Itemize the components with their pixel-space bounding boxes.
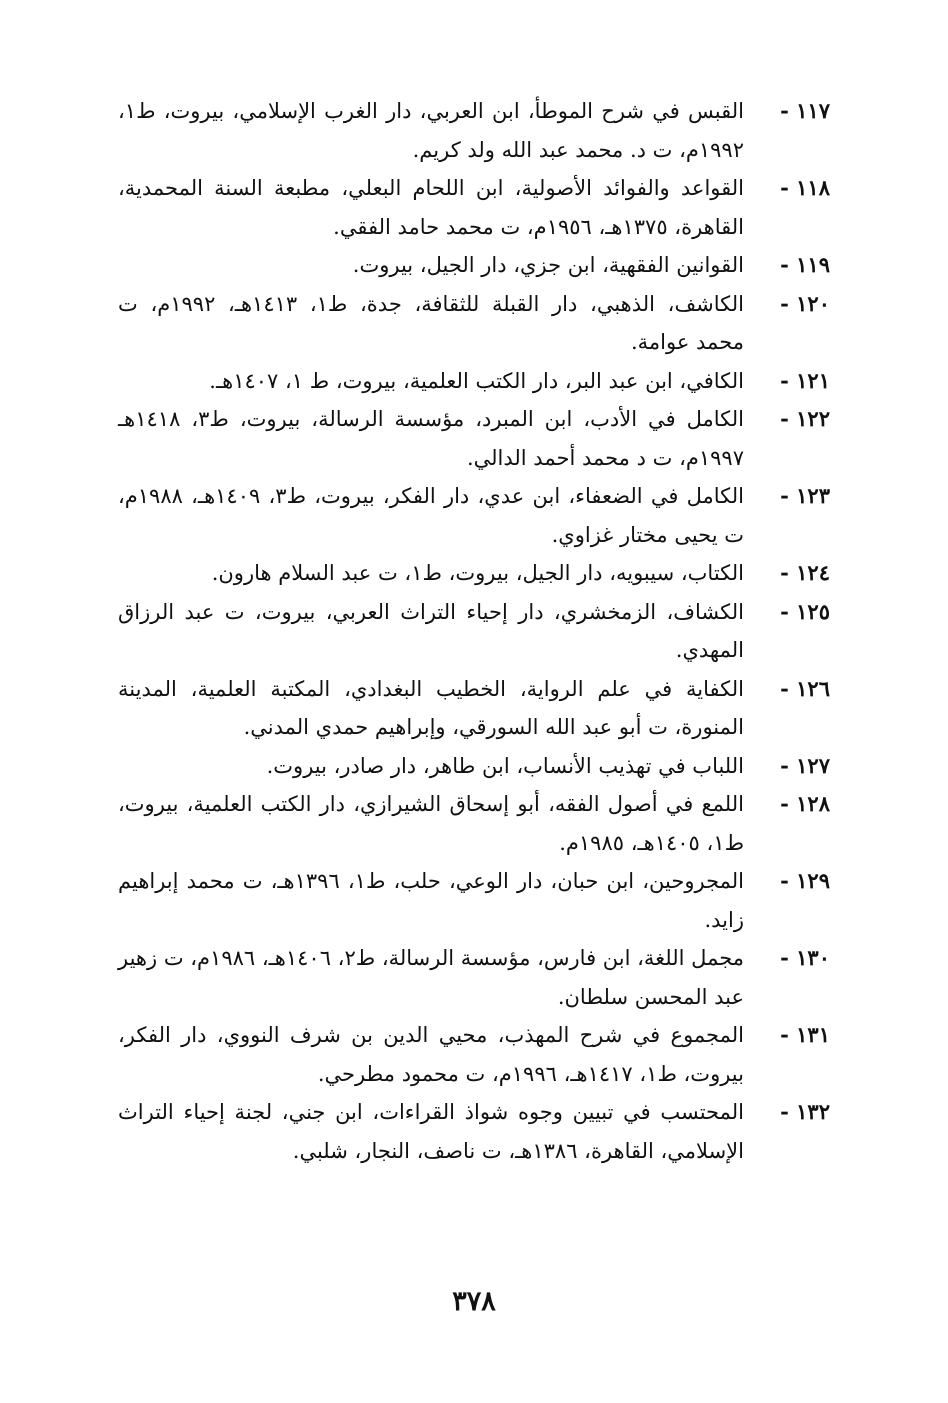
- entry-number: ١٢٧ -: [780, 752, 830, 778]
- bibliography-entry-119: [118, 246, 830, 285]
- bibliography-entry-122: [118, 400, 830, 477]
- entry-number: ١٣٠ -: [780, 945, 830, 970]
- bibliography-entry-126: [118, 670, 830, 747]
- bibliography-list: [118, 92, 830, 1170]
- entry-text: المجموع في شرح المهذب، محيي الدين بن شرف النووي، دار الفكر، بيروت، ط١، ١٤١٧هـ، ١٩٩٦م، ت محمود مطرحي.: [118, 1023, 744, 1086]
- entry-text: القوانين الفقهية، ابن جزي، دار الجيل، بيروت.: [352, 253, 744, 277]
- bibliography-entry-121: [118, 362, 830, 401]
- bibliography-entry-120: [118, 285, 830, 362]
- bibliography-entry-131: [118, 1016, 830, 1093]
- bibliography-entry-118: [118, 169, 830, 246]
- entry-text: مجمل اللغة، ابن فارس، مؤسسة الرسالة، ط٢، ١٤٠٦هـ، ١٩٨٦م، ت زهير عبد المحسن سلطان.: [118, 946, 745, 1009]
- entry-text: الكاشف، الذهبي، دار القبلة للثقافة، جدة، ط١، ١٤١٣هـ، ١٩٩٢م، ت محمد عوامة.: [118, 291, 745, 354]
- bibliography-entry-127: [118, 747, 830, 786]
- entry-text: الكامل في الضعفاء، ابن عدي، دار الفكر، بيروت، ط٣، ١٤٠٩هـ، ١٩٨٨م، ت يحيى مختار غزاوي.: [118, 484, 745, 547]
- entry-text: الكافي، ابن عبد البر، دار الكتب العلمية، بيروت، ط ١، ١٤٠٧هـ.: [209, 368, 744, 393]
- entry-number: ١٢٤ -: [780, 560, 830, 585]
- bibliography-entry-123: [118, 477, 830, 554]
- entry-number: ١٣١ -: [780, 1022, 830, 1047]
- entry-number: ١٣٢ -: [780, 1099, 830, 1124]
- bibliography-entry-132: [118, 1093, 830, 1170]
- page-number: ٣٧٨: [452, 1286, 496, 1317]
- entry-text: الكفاية في علم الرواية، الخطيب البغدادي، المكتبة العلمية، المدينة المنورة، ت أبو عبد الله السورقي، وإبراهيم حمدي المدني.: [118, 676, 744, 739]
- bibliography-entry-125: [118, 593, 830, 670]
- entry-text: الكشاف، الزمخشري، دار إحياء التراث العربي، بيروت، ت عبد الرزاق المهدي.: [118, 599, 744, 662]
- entry-number: ١٢٦ -: [780, 675, 830, 701]
- entry-number: ١١٩ -: [780, 252, 830, 277]
- entry-number: ١٢٣ -: [780, 483, 830, 508]
- bibliography-entry-128: [118, 785, 830, 862]
- entry-text: اللمع في أصول الفقه، أبو إسحاق الشيرازي، دار الكتب العلمية، بيروت، ط١، ١٤٠٥هـ، ١٩٨٥م.: [118, 792, 744, 855]
- entry-text: القواعد والفوائد الأصولية، ابن اللحام البعلي، مطبعة السنة المحمدية، القاهرة، ١٣٧٥هـ، ١٩٥٦م، ت محمد حامد الفقي.: [118, 176, 744, 239]
- entry-number: ١٢٢ -: [780, 406, 830, 431]
- entry-text: الكتاب، سيبويه، دار الجيل، بيروت، ط١، ت عبد السلام هارون.: [211, 561, 744, 585]
- entry-number: ١٢٠ -: [780, 290, 830, 316]
- entry-text: المجروحين، ابن حبان، دار الوعي، حلب، ط١، ١٣٩٦هـ، ت محمد إبراهيم زايد.: [118, 869, 744, 932]
- entry-text: المحتسب في تبيين وجوه شواذ القراءات، ابن جني، لجنة إحياء التراث الإسلامي، القاهرة، ١٣٨٦هـ، ت ناصف، النجار، شلبي.: [118, 1100, 744, 1163]
- entry-number: ١٢١ -: [780, 367, 830, 393]
- entry-text: الكامل في الأدب، ابن المبرد، مؤسسة الرسالة، بيروت، ط٣، ١٤١٨هـ ١٩٩٧م، ت د محمد أحمد الدالي.: [118, 407, 744, 470]
- entry-number: ١١٧ -: [780, 98, 830, 123]
- entry-number: ١٢٩ -: [780, 868, 830, 893]
- bibliography-entry-124: [118, 554, 830, 593]
- bibliography-entry-129: [118, 862, 830, 939]
- bibliography-entry-117: [118, 92, 830, 169]
- entry-text: القبس في شرح الموطأ، ابن العربي، دار الغرب الإسلامي، بيروت، ط١، ١٩٩٢م، ت د. محمد عبد الله ولد كريم.: [118, 99, 744, 162]
- bibliography-entry-130: [118, 939, 830, 1016]
- entry-number: ١٢٥ -: [780, 598, 830, 624]
- entry-number: ١١٨ -: [780, 175, 830, 200]
- entry-text: اللباب في تهذيب الأنساب، ابن طاهر، دار صادر، بيروت.: [266, 753, 744, 778]
- entry-number: ١٢٨ -: [780, 791, 830, 816]
